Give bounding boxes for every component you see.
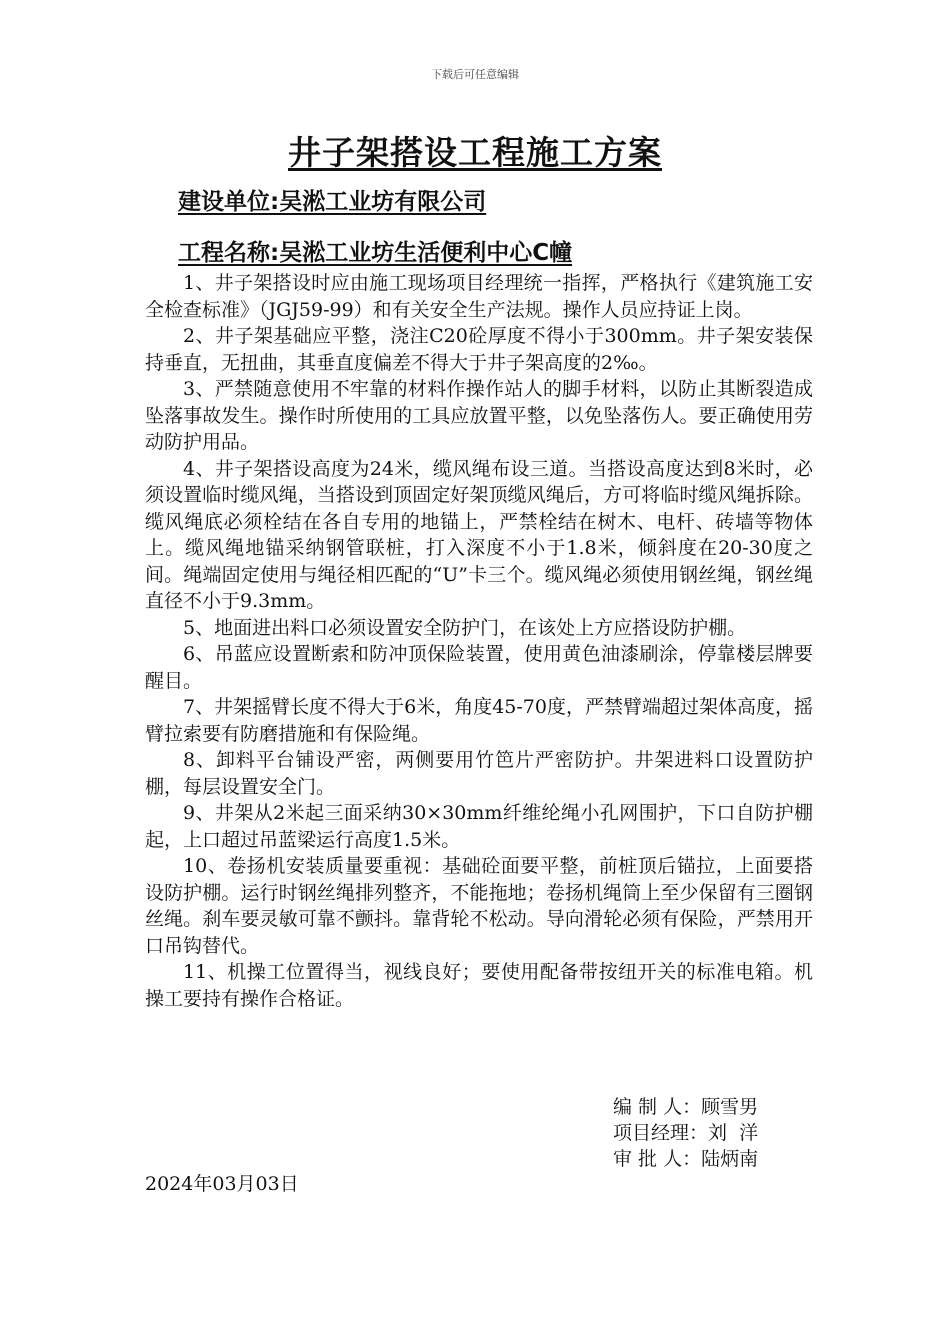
signature-block bbox=[613, 1094, 758, 1172]
paragraph-8: 8、卸料平台铺设严密，两侧要用竹笆片严密防护。井架进料口设置防护棚，每层设置安全门。 bbox=[145, 749, 813, 798]
paragraph-10: 10、卷扬机安装质量要重视：基础砼面要平整，前桩顶后锚拉，上面要搭设防护棚。运行时钢丝绳排列整齐，不能拖地；卷扬机绳筒上至少保留有三圈钢丝绳。刹车要灵敏可靠不颤抖。靠背轮不松动。导向滑轮必须有保险，严禁用开口吊钩替代。 bbox=[145, 855, 813, 957]
paragraph-3: 3、严禁随意使用不牢靠的材料作操作站人的脚手材料，以防止其断裂造成坠落事故发生。操作时所使用的工具应放置平整，以免坠落伤人。要正确使用劳动防护用品。 bbox=[145, 378, 813, 453]
paragraph-7: 7、井架摇臂长度不得大于6米，角度45-70度，严禁臂端超过架体高度，摇臂拉索要有防磨措施和有保险绳。 bbox=[145, 696, 813, 745]
paragraph-9: 9、井架从2米起三面采纳30×30mm纤维纶绳小孔网围护，下口自防护棚起，上口超过吊蓝梁运行高度1.5米。 bbox=[145, 802, 813, 851]
project-name: 工程名称:吴淞工业坊生活便利中心C幢 bbox=[178, 240, 573, 266]
paragraph-11: 11、机操工位置得当，视线良好；要使用配备带按纽开关的标准电箱。机操工要持有操作合格证。 bbox=[145, 961, 813, 1010]
paragraph-1: 1、井子架搭设时应由施工现场项目经理统一指挥，严格执行《建筑施工安全检查标准》（JGJ59-99）和有关安全生产法规。操作人员应持证上岗。 bbox=[145, 272, 813, 321]
paragraph-5: 5、地面进出料口必须设置安全防护门，在该处上方应搭设防护棚。 bbox=[183, 616, 747, 639]
project-manager-signature: 项目经理：刘 洋 bbox=[613, 1122, 759, 1144]
document-title: 井子架搭设工程施工方案 bbox=[288, 133, 662, 172]
paragraph-4: 4、井子架搭设高度为24米，缆风绳布设三道。当搭设高度达到8米时，必须设置临时缆风绳，当搭设到顶固定好架顶缆风绳后，方可将临时缆风绳拆除。缆风绳底必须栓结在各自专用的地锚上，严禁栓结在树木、电杆、砖墙等物体上。缆风绳地锚采纳钢管联桩，打入深度不小于1.8米，倾斜度在20-30度之间。绳端固定使用与绳径相匹配的“U”卡三个。缆风绳必须使用钢丝绳，钢丝绳直径不小于9.3mm。 bbox=[145, 457, 813, 612]
approver-signature: 审 批 人：陆炳南 bbox=[613, 1148, 759, 1170]
document-date: 2024年03月03日 bbox=[145, 1173, 299, 1195]
header-note: 下载后可任意编辑 bbox=[431, 68, 519, 81]
construction-unit: 建设单位:吴淞工业坊有限公司 bbox=[178, 189, 487, 215]
document-body bbox=[145, 270, 813, 1012]
paragraph-2: 2、井子架基础应平整，浇注C20砼厚度不得小于300mm。井子架安装保持垂直，无扭曲，其垂直度偏差不得大于井子架高度的2‰。 bbox=[145, 325, 813, 374]
compiler-signature: 编 制 人：顾雪男 bbox=[613, 1096, 759, 1118]
paragraph-6: 6、吊蓝应设置断索和防冲顶保险装置，使用黄色油漆刷涂，停靠楼层牌要醒目。 bbox=[145, 643, 813, 692]
